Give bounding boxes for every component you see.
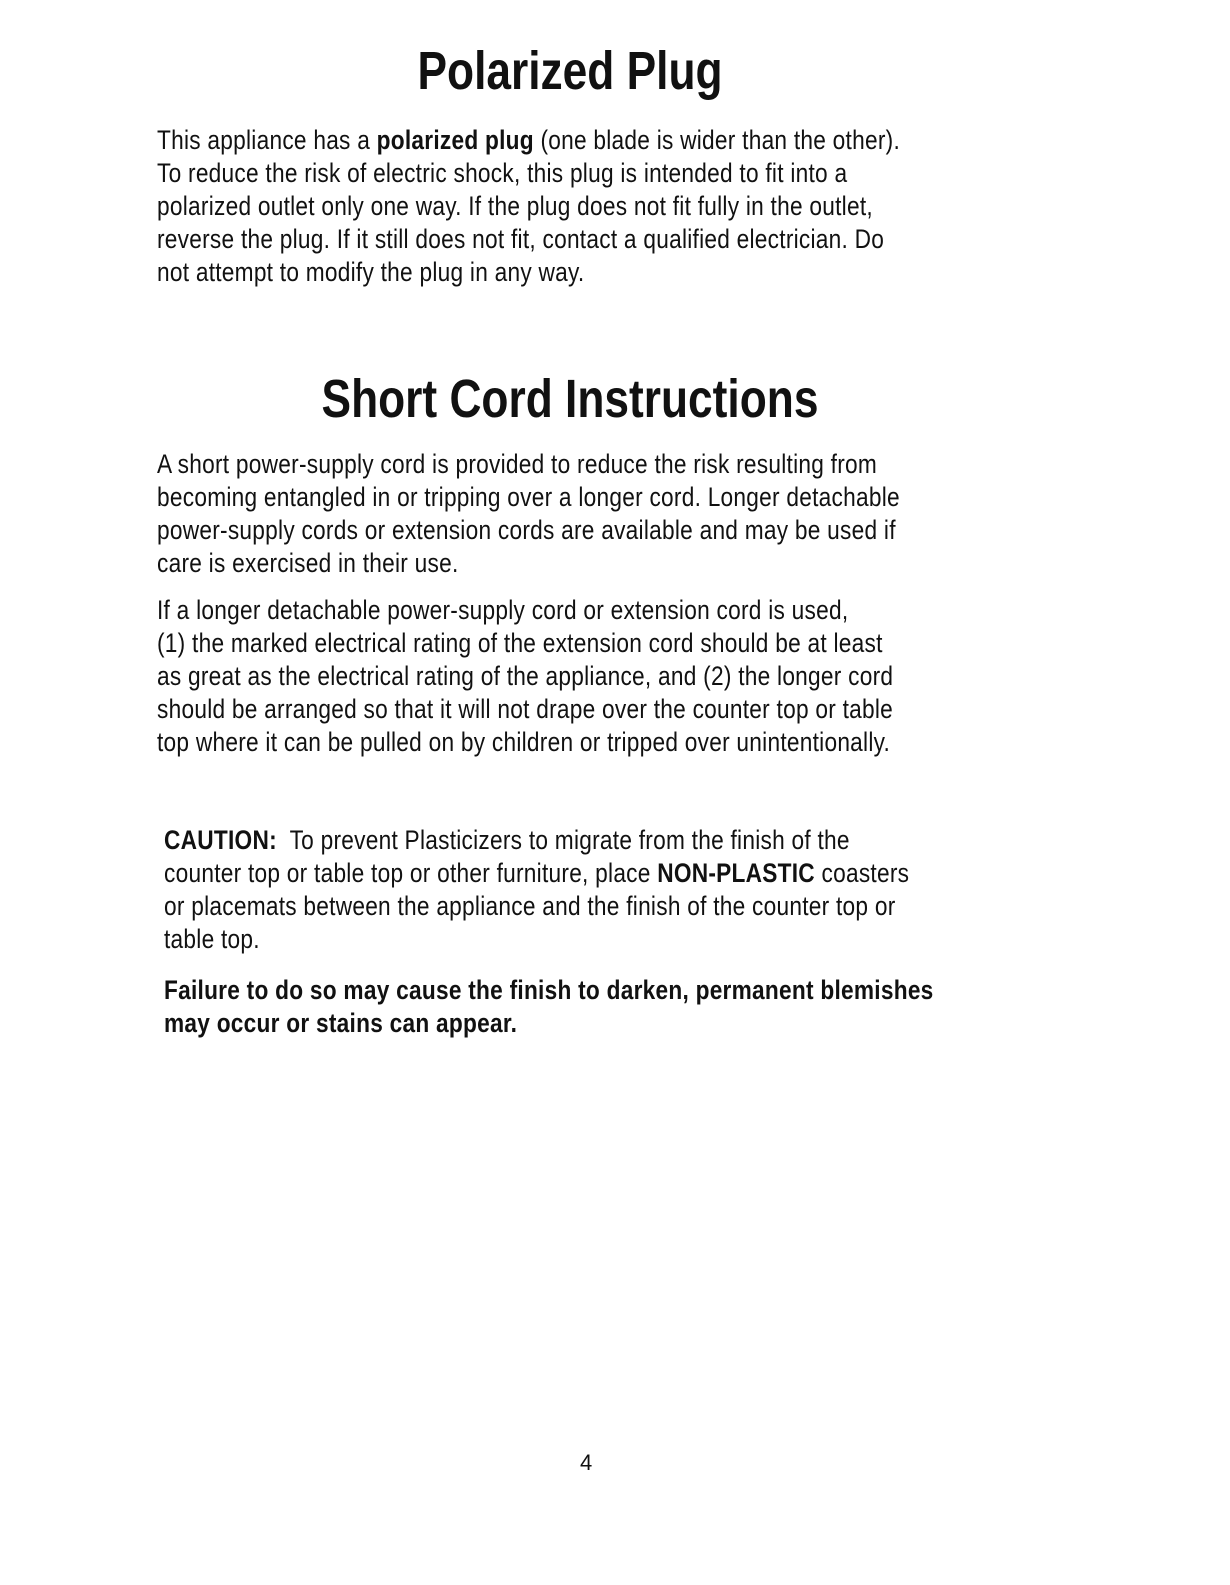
paragraph-line: To reduce the risk of electric shock, this plug is intended to fit into a bbox=[157, 158, 848, 188]
paragraph-line: power-supply cords or extension cords are available and may be used if bbox=[157, 515, 896, 545]
caution-line: table top. bbox=[164, 924, 260, 954]
caution-label: CAUTION: bbox=[164, 825, 277, 855]
heading-polarized-plug: Polarized Plug bbox=[417, 41, 723, 101]
paragraph-line: should be arranged so that it will not drape over the counter top or table bbox=[157, 694, 894, 724]
paragraph-line: top where it can be pulled on by children or tripped over unintentionally. bbox=[157, 727, 891, 757]
paragraph-line: If a longer detachable power-supply cord or extension cord is used, bbox=[157, 595, 849, 625]
paragraph-line: care is exercised in their use. bbox=[157, 548, 459, 578]
caution-line: or placemats between the appliance and the finish of the counter top or bbox=[164, 891, 896, 921]
paragraph-line: becoming entangled in or tripping over a longer cord. Longer detachable bbox=[157, 482, 900, 512]
page-number: 4 bbox=[580, 1450, 593, 1475]
paragraph-line: polarized outlet only one way. If the plug does not fit fully in the outlet, bbox=[157, 191, 873, 221]
paragraph-line: This appliance has a polarized plug (one blade is wider than the other). bbox=[157, 125, 901, 155]
paragraph-line: (1) the marked electrical rating of the extension cord should be at least bbox=[157, 628, 883, 658]
caution-line: counter top or table top or other furniture, place NON-PLASTIC coasters bbox=[164, 858, 910, 888]
paragraph-line: A short power-supply cord is provided to reduce the risk resulting from bbox=[157, 449, 878, 479]
paragraph-line: as great as the electrical rating of the appliance, and (2) the longer cord bbox=[157, 661, 894, 691]
warning-line: Failure to do so may cause the finish to darken, permanent blemishes bbox=[164, 975, 934, 1005]
paragraph-line: not attempt to modify the plug in any way. bbox=[157, 257, 585, 287]
warning-line: may occur or stains can appear. bbox=[164, 1008, 518, 1038]
heading-short-cord-instructions: Short Cord Instructions bbox=[321, 369, 819, 429]
caution-line: CAUTION: To prevent Plasticizers to migrate from the finish of the bbox=[164, 825, 850, 855]
paragraph-line: reverse the plug. If it still does not fit, contact a qualified electrician. Do bbox=[157, 224, 885, 254]
